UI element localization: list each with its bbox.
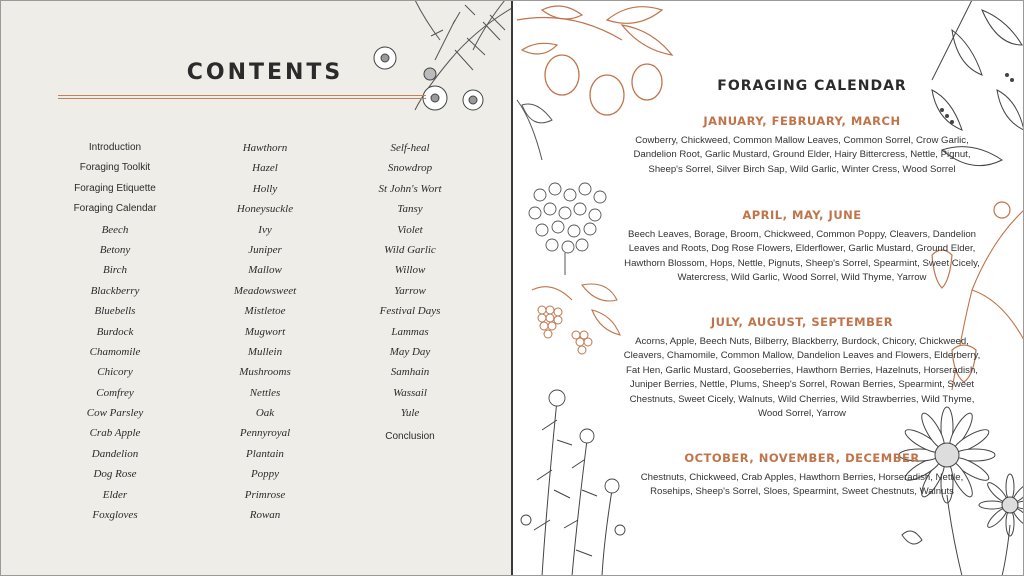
season-plants: Chestnuts, Chickweed, Crab Apples, Hawthorn Berries, Horseradish, Nettle, Rosehips, Sheep's Sorrel, Sloes, Spearmint, Sweet Chestnuts, Walnuts [640, 472, 964, 498]
contents-entry: Yule [400, 407, 420, 420]
contents-entry: Foraging Etiquette [74, 182, 156, 194]
contents-entry: Foraging Toolkit [79, 162, 151, 174]
page-gutter [511, 0, 513, 576]
season-heading: APRIL, MAY, JUNE [742, 208, 862, 222]
contents-entry: Meadowsweet [233, 284, 297, 297]
season-block-4 [622, 451, 982, 500]
contents-entry: Blackberry [90, 284, 140, 297]
contents-entry: Violet [397, 223, 423, 236]
contents-entry: Rowan [249, 509, 281, 522]
contents-entry: Samhain [390, 366, 430, 379]
contents-entry: Conclusion [385, 431, 435, 443]
contents-entry: Chicory [97, 366, 133, 379]
contents-title: CONTENTS [186, 60, 344, 85]
contents-entry: St John's Wort [378, 182, 442, 195]
contents-column-3 [345, 138, 475, 448]
contents-entry: Plantain [246, 447, 284, 460]
contents-entry: Snowdrop [387, 162, 433, 175]
season-block-3 [622, 315, 982, 421]
contents-entry: Beech [101, 223, 129, 236]
contents-entry: Mullein [247, 345, 283, 358]
contents-entry: Cow Parsley [86, 407, 144, 420]
contents-entry: Ivy [258, 223, 272, 236]
raspberry-illustration [512, 280, 622, 370]
contents-entry: Crab Apple [89, 427, 141, 440]
season-block-1 [622, 114, 982, 177]
elderflower-illustration [520, 175, 620, 275]
wild-thyme-illustration [512, 380, 632, 576]
contents-entry: Wild Garlic [384, 243, 436, 256]
contents-entry: Bluebells [94, 305, 136, 318]
contents-entry: Wassail [393, 386, 427, 399]
contents-entry: Betony [99, 243, 131, 256]
contents-entry: Hazel [252, 162, 278, 175]
season-heading: JANUARY, FEBRUARY, MARCH [703, 114, 901, 128]
contents-entry: Holly [252, 182, 278, 195]
calendar-title: FORAGING CALENDAR [717, 78, 907, 94]
title-rule-top [58, 95, 426, 96]
contents-entry: Self-heal [390, 142, 430, 154]
contents-entry: Chamomile [89, 345, 141, 358]
contents-entry: Mallow [248, 264, 282, 277]
contents-entry: Foraging Calendar [73, 203, 157, 215]
contents-entry: Poppy [250, 468, 280, 481]
contents-entry: Honeysuckle [236, 203, 294, 216]
contents-entry: Elder [102, 488, 128, 501]
contents-entry: Pennyroyal [239, 427, 291, 440]
contents-column-2 [200, 138, 330, 525]
contents-entry: Mistletoe [244, 305, 286, 318]
contents-entry: Mugwort [244, 325, 286, 338]
contents-entry: Dog Rose [93, 468, 137, 481]
contents-entry: Hawthorn [242, 142, 288, 154]
contents-entry: Juniper [248, 243, 282, 256]
contents-entry: Nettles [249, 386, 281, 399]
contents-entry: Yarrow [394, 284, 426, 297]
season-plants: Cowberry, Chickweed, Common Mallow Leaves, Common Sorrel, Crow Garlic, Dandelion Root, Garlic Mustard, Ground Elder, Hairy Bittercress, Nettle, Pignut, Sheep's Sorrel, Silver Birch Sap, Wild Garlic, Winter Cress, Wood Sorrel [633, 135, 971, 175]
contents-entry: Festival Days [379, 305, 441, 318]
contents-entry: Dandelion [91, 447, 139, 460]
contents-entry: Foxgloves [92, 509, 138, 522]
contents-entry: Primrose [244, 488, 286, 501]
contents-entry: Introduction [88, 142, 142, 153]
season-plants: Beech Leaves, Borage, Broom, Chickweed, Common Poppy, Cleavers, Dandelion Leaves and Roots, Dog Rose Flowers, Elderflower, Garlic Mustard, Ground Elder, Hawthorn Blossom, Hops, Nettle, Pignuts, Sheep's Sorrel, Spearmint, Sweet Cicely, Watercress, Wild Garlic, Wood Sorrel, Wild Thyme, Yarrow [624, 229, 980, 284]
contents-entry: Mushrooms [239, 366, 291, 379]
season-block-2 [622, 208, 982, 286]
contents-entry: Birch [102, 264, 128, 277]
contents-entry: Lammas [391, 325, 429, 338]
contents-entry: Burdock [96, 325, 134, 338]
contents-entry: Oak [255, 407, 275, 420]
season-heading: JULY, AUGUST, SEPTEMBER [710, 315, 894, 329]
contents-entry: Willow [394, 264, 426, 277]
contents-entry: Tansy [397, 203, 423, 216]
title-rule-bottom [58, 98, 426, 99]
contents-column-1 [55, 138, 175, 525]
calendar-page [512, 0, 1024, 576]
contents-entry: May Day [389, 345, 431, 358]
season-plants: Acorns, Apple, Beech Nuts, Bilberry, Blackberry, Burdock, Chicory, Chickweed, Cleavers, Chamomile, Common Mallow, Dandelion Leaves and Flowers, Elderberry, Fat Hen, Garlic Mustard, Gooseberries, Hawthorn Berries, Hazelnuts, Horseradish, Juniper Berries, Nettle, Plums, Sheep's Sorrel, Rowan Berries, Spearmint, Sweet Chestnuts, Sweet Cicely, Walnuts, Wild Cherries, Wild Strawberries, Wild Thyme, Wood Sorrel, Yarrow [623, 336, 981, 420]
season-heading: OCTOBER, NOVEMBER, DECEMBER [684, 451, 920, 465]
contents-entry: Comfrey [96, 386, 134, 399]
